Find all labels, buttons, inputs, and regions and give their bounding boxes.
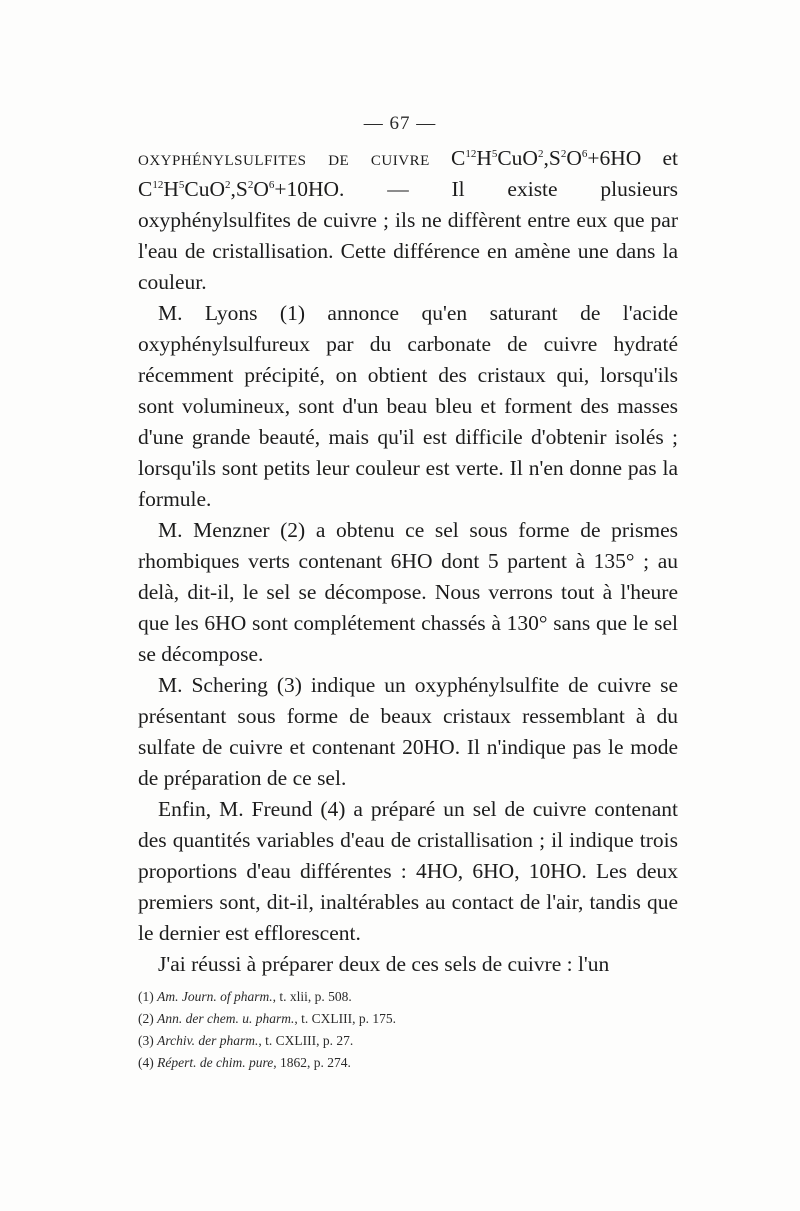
footnote-reference: , t. CXLIII, p. 27. [258,1033,354,1048]
footnote-number: (2) [138,1011,154,1026]
formula-text: O [253,177,269,201]
superscript: 2 [560,148,567,160]
footnote-number: (1) [138,989,154,1004]
superscript: 2 [537,148,544,160]
paragraph-4: M. Schering (3) indique un oxyphénylsulfite de cuivre se présentant sous forme de beaux cristaux ressemblant à du sulfate de cuivre et contenant 20HO. Il n'indique pas le mode de préparation de ce sel. [138,673,678,790]
paragraph-text: +10HO. — Il existe plusieurs oxyphénylsulfites de cuivre ; ils ne diffèrent entre eux que par l'eau de cristallisation. Cette différence en amène une dans la couleur. [138,177,678,294]
footnote-2 [138,1008,678,1030]
formula-text: C [429,146,466,170]
body-text [138,143,678,980]
paragraph-1 [138,143,678,298]
section-heading: oxyphénylsulfites de cuivre [138,146,430,170]
formula-text: H [476,146,492,170]
paragraph-3: M. Menzner (2) a obtenu ce sel sous forme de prismes rhombiques verts contenant 6HO dont 5 partent à 135° ; au delà, dit-il, le sel se décompose. Nous verrons tout à l'heure que les 6HO sont complétement chassés à 130° sans que le sel se décompose. [138,518,678,666]
footnote-source: Am. Journ. of pharm. [157,989,273,1004]
paragraph-6: J'ai réussi à préparer deux de ces sels de cuivre : l'un [158,952,610,976]
footnotes [138,986,678,1074]
footnote-4 [138,1052,678,1074]
superscript: 6 [581,148,588,160]
formula-text: CuO [497,146,538,170]
formula-text: H [163,177,179,201]
superscript: 2 [225,179,231,191]
footnote-reference: , t. CXLIII, p. 175. [294,1011,396,1026]
superscript: 5 [491,148,498,160]
formula-text: CuO [184,177,225,201]
footnote-reference: , 1862, p. 274. [273,1055,351,1070]
formula-text: +6HO et C [138,146,678,201]
superscript: 5 [178,179,185,191]
footnote-source: Répert. de chim. pure [157,1055,274,1070]
superscript: 2 [247,179,254,191]
superscript: 12 [465,148,477,160]
superscript: 6 [268,179,275,191]
formula-text: ,S [543,146,561,170]
footnote-3 [138,1030,678,1052]
formula-text: O [566,146,582,170]
footnote-number: (4) [138,1055,154,1070]
footnote-reference: , t. xlii, p. 508. [272,989,352,1004]
footnote-source: Archiv. der pharm. [157,1033,259,1048]
superscript: 12 [152,179,164,191]
paragraph-5: Enfin, M. Freund (4) a préparé un sel de cuivre contenant des quantités variables d'eau de cristallisation ; il indique trois proportions d'eau différentes : 4HO, 6HO, 10HO. Les deux premiers sont, dit-il, inaltérables au contact de l'air, tandis que le dernier est efflorescent. [138,797,678,945]
footnote-source: Ann. der chem. u. pharm. [157,1011,295,1026]
footnote-number: (3) [138,1033,154,1048]
page-number: — 67 — [363,113,437,134]
footnote-1 [138,986,678,1008]
formula-text: ,S [230,177,248,201]
paragraph-2: M. Lyons (1) annonce qu'en saturant de l'acide oxyphénylsulfureux par du carbonate de cuivre hydraté récemment précipité, on obtient des cristaux qui, lorsqu'ils sont volumineux, sont d'un beau bleu et forment des masses d'une grande beauté, mais qu'il est difficile d'obtenir isolés ; lorsqu'ils sont petits leur couleur est verte. Il n'en donne pas la formule. [138,301,678,511]
